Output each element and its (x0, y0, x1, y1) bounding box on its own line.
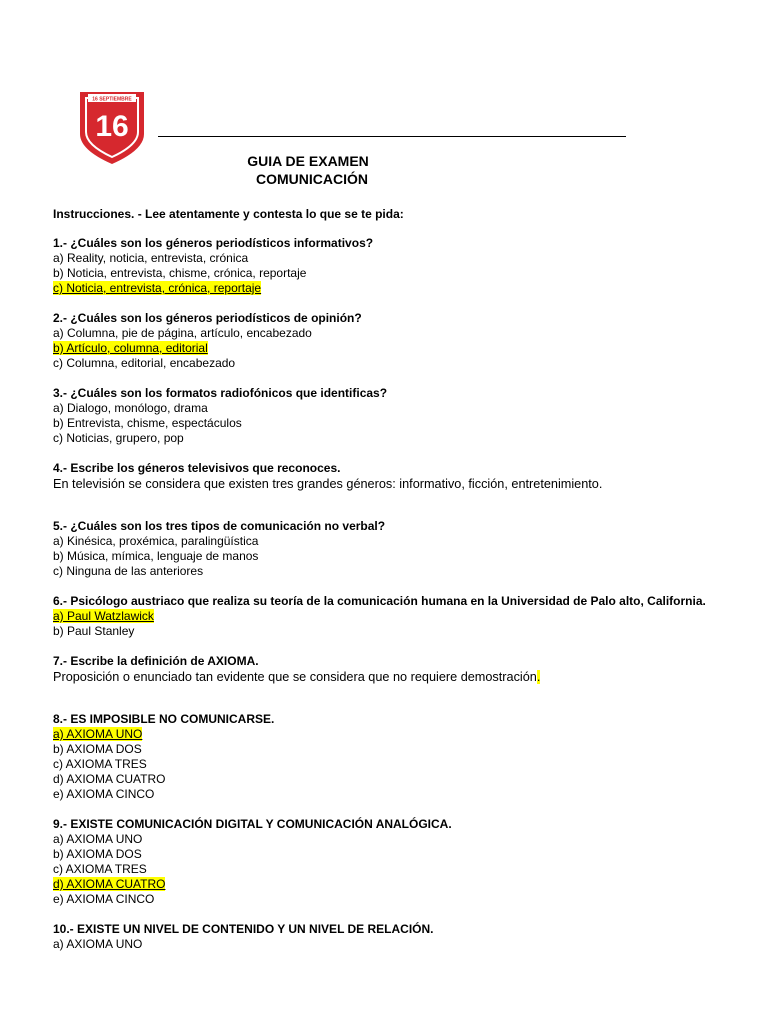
question-9 (53, 817, 743, 907)
instructions: Instrucciones. - Lee atentamente y contesta lo que se te pida: (53, 207, 404, 221)
header-rule (158, 136, 626, 137)
option: a) Kinésica, proxémica, paralingüística (53, 534, 259, 548)
answer-end: . (536, 670, 541, 684)
option: c) AXIOMA TRES (53, 862, 147, 876)
question-title: 1.- ¿Cuáles son los géneros periodísticos informativos? (53, 236, 374, 250)
option: b) Música, mímica, lenguaje de manos (53, 549, 259, 563)
option: a) Columna, pie de página, artículo, encabezado (53, 326, 312, 340)
written-answer (53, 669, 743, 686)
answer-text: Proposición o enunciado tan evidente que se considera que no requiere demostración (53, 670, 537, 684)
question-6 (53, 594, 743, 639)
question-3 (53, 386, 743, 446)
question-title: 2.- ¿Cuáles son los géneros periodísticos de opinión? (53, 311, 362, 325)
question-title: 4.- Escribe los géneros televisivos que reconoces. (53, 461, 341, 475)
option-correct: c) Noticia, entrevista, crónica, reportaje (53, 281, 262, 295)
question-10 (53, 922, 743, 952)
question-5 (53, 519, 743, 579)
logo-number: 16 (95, 110, 129, 143)
question-2 (53, 311, 743, 371)
option-correct: a) AXIOMA UNO (53, 727, 143, 741)
option: a) Dialogo, monólogo, drama (53, 401, 208, 415)
question-4 (53, 461, 743, 493)
question-title: 5.- ¿Cuáles son los tres tipos de comunicación no verbal? (53, 519, 386, 533)
option-correct: b) Artículo, columna, editorial (53, 341, 208, 355)
logo-banner: 16 SEPTIEMBRE (92, 96, 132, 103)
option-correct: a) Paul Watzlawick (53, 609, 154, 623)
option: b) Noticia, entrevista, chisme, crónica, reportaje (53, 266, 307, 280)
question-title: 6.- Psicólogo austriaco que realiza su teoría de la comunicación humana en la Universidad de Palo alto, California. (53, 594, 706, 608)
option: d) AXIOMA CUATRO (53, 772, 166, 786)
question-title: 9.- EXISTE COMUNICACIÓN DIGITAL Y COMUNICACIÓN ANALÓGICA. (53, 817, 452, 831)
question-title: 7.- Escribe la definición de AXIOMA. (53, 654, 259, 668)
option: c) Ninguna de las anteriores (53, 564, 204, 578)
option: b) AXIOMA DOS (53, 742, 142, 756)
option: c) Noticias, grupero, pop (53, 431, 184, 445)
option: a) AXIOMA UNO (53, 937, 143, 951)
question-title: 10.- EXISTE UN NIVEL DE CONTENIDO Y UN NIVEL DE RELACIÓN. (53, 922, 434, 936)
question-1 (53, 236, 743, 296)
option-correct: d) AXIOMA CUATRO (53, 877, 166, 891)
question-8 (53, 712, 743, 802)
option: c) Columna, editorial, encabezado (53, 356, 236, 370)
option: e) AXIOMA CINCO (53, 787, 155, 801)
option: b) Entrevista, chisme, espectáculos (53, 416, 242, 430)
option: c) AXIOMA TRES (53, 757, 147, 771)
option: b) Paul Stanley (53, 624, 135, 638)
exam-body (53, 207, 743, 967)
written-answer: En televisión se considera que existen tres grandes géneros: informativo, ficción, entretenimiento. (53, 477, 603, 491)
option: a) AXIOMA UNO (53, 832, 143, 846)
option: b) AXIOMA DOS (53, 847, 142, 861)
question-title: 3.- ¿Cuáles son los formatos radiofónicos que identificas? (53, 386, 388, 400)
option: a) Reality, noticia, entrevista, crónica (53, 251, 249, 265)
option: e) AXIOMA CINCO (53, 892, 155, 906)
question-title: 8.- ES IMPOSIBLE NO COMUNICARSE. (53, 712, 275, 726)
page-title: GUIA DE EXAMEN (247, 153, 369, 169)
page-subtitle: COMUNICACIÓN (256, 171, 368, 187)
question-7 (53, 654, 743, 686)
